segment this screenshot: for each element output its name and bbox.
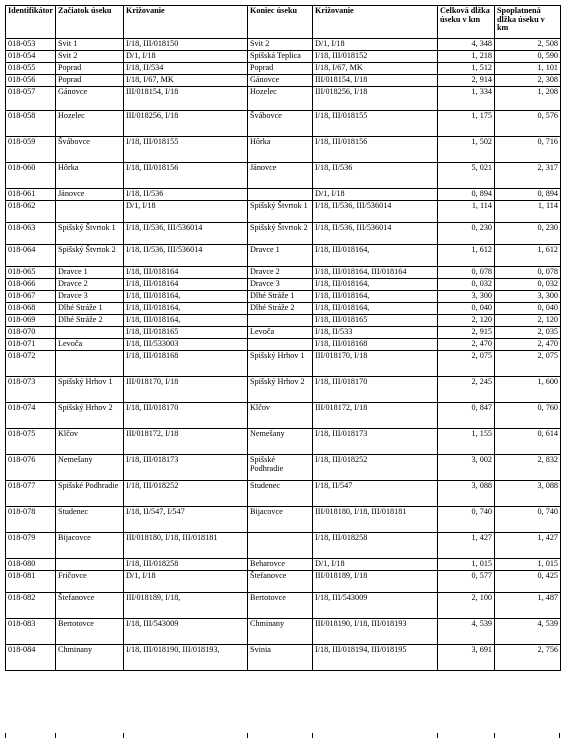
cell-start-crossing: III/018256, I/18 <box>124 111 248 137</box>
cell-tolled-length: 3, 088 <box>495 481 561 507</box>
cell-id: 018-060 <box>6 163 56 189</box>
cell-id: 018-077 <box>6 481 56 507</box>
cell-id: 018-072 <box>6 351 56 377</box>
cell-end: Klčov <box>248 403 313 429</box>
cell-start: Dravce 1 <box>56 267 124 279</box>
cell-tolled-length: 0, 760 <box>495 403 561 429</box>
cell-id: 018-054 <box>6 51 56 63</box>
cell-start-crossing: I/18, II/547, I/547 <box>124 507 248 533</box>
cell-start-crossing: I/18, III/018168 <box>124 351 248 377</box>
cell-start-crossing: I/18, II/536 <box>124 189 248 201</box>
cell-end: Dravce 2 <box>248 267 313 279</box>
cell-end-crossing: I/18, III/018258 <box>313 533 438 559</box>
header-start-crossing: Križovanie <box>124 6 248 39</box>
table-row <box>6 377 561 403</box>
cell-total-length: 0, 040 <box>438 303 495 315</box>
cell-tolled-length: 0, 425 <box>495 571 561 593</box>
cell-tolled-length: 0, 078 <box>495 267 561 279</box>
cell-end: Beharovce <box>248 559 313 571</box>
cell-end: Spišský Hrhov 2 <box>248 377 313 403</box>
cell-total-length: 0, 577 <box>438 571 495 593</box>
cell-total-length: 2, 915 <box>438 327 495 339</box>
cell-end: Nemešany <box>248 429 313 455</box>
cell-tolled-length: 4, 539 <box>495 619 561 645</box>
cell-end: Jánovce <box>248 163 313 189</box>
table-row <box>6 245 561 267</box>
cell-tolled-length: 1, 208 <box>495 87 561 111</box>
cell-end: Štefanovce <box>248 571 313 593</box>
cell-start: Svit 2 <box>56 51 124 63</box>
cell-tolled-length: 2, 120 <box>495 315 561 327</box>
cell-end-crossing: I/18, III/018164, <box>313 303 438 315</box>
cell-end-crossing: D/1, I/18 <box>313 559 438 571</box>
cell-end: Bijacovce <box>248 507 313 533</box>
header-total-length: Celková dĺžka úseku v km <box>438 6 495 39</box>
cell-end: Studenec <box>248 481 313 507</box>
cell-tolled-length: 0, 576 <box>495 111 561 137</box>
cell-start-crossing: D/1, I/18 <box>124 571 248 593</box>
table-row <box>6 189 561 201</box>
table-row <box>6 303 561 315</box>
cell-tolled-length: 0, 590 <box>495 51 561 63</box>
cell-tolled-length: 0, 032 <box>495 279 561 291</box>
cell-end-crossing: III/018189, I/18 <box>313 571 438 593</box>
cell-end: Levoča <box>248 327 313 339</box>
cell-end <box>248 533 313 559</box>
cell-id: 018-074 <box>6 403 56 429</box>
cell-id: 018-076 <box>6 455 56 481</box>
cell-start: Studenec <box>56 507 124 533</box>
cell-end-crossing: I/18, III/018194, III/018195 <box>313 645 438 671</box>
cell-end-crossing: I/18, III/018173 <box>313 429 438 455</box>
cell-tolled-length: 2, 075 <box>495 351 561 377</box>
table-continuation-lines <box>5 733 560 738</box>
cell-start-crossing: D/1, I/18 <box>124 51 248 63</box>
cell-end: Dlhé Stráže 1 <box>248 291 313 303</box>
cell-start <box>56 559 124 571</box>
cell-start-crossing: I/18, II/534 <box>124 63 248 75</box>
cell-start-crossing: I/18, III/018150 <box>124 39 248 51</box>
cell-end-crossing: I/18, III/018252 <box>313 455 438 481</box>
cell-start-crossing: I/18, II/536, III/536014 <box>124 223 248 245</box>
cell-tolled-length: 2, 470 <box>495 339 561 351</box>
cell-start-crossing: I/18, III/018165 <box>124 327 248 339</box>
cell-tolled-length: 0, 716 <box>495 137 561 163</box>
cell-total-length: 0, 847 <box>438 403 495 429</box>
cell-tolled-length: 1, 427 <box>495 533 561 559</box>
cell-start-crossing: III/018180, I/18, III/018181 <box>124 533 248 559</box>
cell-tolled-length: 0, 894 <box>495 189 561 201</box>
cell-end: Dravce 1 <box>248 245 313 267</box>
cell-start-crossing: I/18, III/018252 <box>124 481 248 507</box>
cell-start: Spišský Štvrtok 2 <box>56 245 124 267</box>
header-identifier: Identifikátor <box>6 6 56 39</box>
cell-end-crossing: I/18, III/018164, <box>313 245 438 267</box>
table-row <box>6 429 561 455</box>
cell-start-crossing: I/18, I/67, MK <box>124 75 248 87</box>
cell-start: Fričovce <box>56 571 124 593</box>
cell-start: Levoča <box>56 339 124 351</box>
table-row <box>6 163 561 189</box>
cell-end: Spišský Štvrtok 1 <box>248 201 313 223</box>
table-row <box>6 619 561 645</box>
cell-id: 018-065 <box>6 267 56 279</box>
cell-total-length: 1, 218 <box>438 51 495 63</box>
cell-start-crossing: I/18, III/018156 <box>124 163 248 189</box>
cell-start: Bijacovce <box>56 533 124 559</box>
table-row <box>6 111 561 137</box>
cell-total-length: 0, 894 <box>438 189 495 201</box>
cell-start: Dlhé Stráže 1 <box>56 303 124 315</box>
cell-end-crossing: I/18, III/543009 <box>313 593 438 619</box>
table-row <box>6 39 561 51</box>
cell-id: 018-075 <box>6 429 56 455</box>
cell-end <box>248 189 313 201</box>
table-body <box>6 39 561 671</box>
cell-tolled-length: 0, 040 <box>495 303 561 315</box>
header-start-section: Začiatok úseku <box>56 6 124 39</box>
header-end-section: Koniec úseku <box>248 6 313 39</box>
cell-end-crossing: I/18, III/018152 <box>313 51 438 63</box>
cell-end-crossing: D/1, I/18 <box>313 39 438 51</box>
cell-tolled-length: 0, 230 <box>495 223 561 245</box>
cell-start: Nemešany <box>56 455 124 481</box>
cell-id: 018-064 <box>6 245 56 267</box>
cell-id: 018-053 <box>6 39 56 51</box>
table-row <box>6 481 561 507</box>
cell-total-length: 1, 175 <box>438 111 495 137</box>
cell-start-crossing: I/18, II/536, III/536014 <box>124 245 248 267</box>
cell-id: 018-056 <box>6 75 56 87</box>
cell-end-crossing: I/18, III/018170 <box>313 377 438 403</box>
cell-start: Hôrka <box>56 163 124 189</box>
cell-start-crossing: I/18, III/018155 <box>124 137 248 163</box>
cell-end-crossing: I/18, III/018164, <box>313 279 438 291</box>
cell-end-crossing: I/18, II/536, III/536014 <box>313 201 438 223</box>
cell-id: 018-055 <box>6 63 56 75</box>
header-end-crossing: Križovanie <box>313 6 438 39</box>
cell-end-crossing: I/18, II/536, III/536014 <box>313 223 438 245</box>
cell-end: Hozelec <box>248 87 313 111</box>
cell-start-crossing: I/18, III/018164 <box>124 279 248 291</box>
cell-end: Spišský Štvrtok 2 <box>248 223 313 245</box>
cell-start: Klčov <box>56 429 124 455</box>
cell-total-length: 3, 691 <box>438 645 495 671</box>
cell-tolled-length: 1, 101 <box>495 63 561 75</box>
cell-start: Spišský Hrhov 1 <box>56 377 124 403</box>
cell-total-length: 2, 470 <box>438 339 495 351</box>
cell-start: Poprad <box>56 75 124 87</box>
cell-start <box>56 201 124 223</box>
cell-tolled-length: 1, 612 <box>495 245 561 267</box>
cell-end: Spišská Teplica <box>248 51 313 63</box>
cell-total-length: 1, 015 <box>438 559 495 571</box>
segments-table <box>5 5 561 671</box>
table-row <box>6 279 561 291</box>
cell-total-length: 0, 230 <box>438 223 495 245</box>
cell-end-crossing: I/18, III/018165 <box>313 315 438 327</box>
cell-total-length: 1, 155 <box>438 429 495 455</box>
table-row <box>6 403 561 429</box>
cell-start-crossing: III/018189, I/18, <box>124 593 248 619</box>
cell-end-crossing: D/1, I/18 <box>313 189 438 201</box>
cell-start: Spišské Podhradie <box>56 481 124 507</box>
cell-id: 018-081 <box>6 571 56 593</box>
cell-id: 018-058 <box>6 111 56 137</box>
cell-start-crossing: I/18, III/543009 <box>124 619 248 645</box>
cell-id: 018-083 <box>6 619 56 645</box>
cell-end: Švábovce <box>248 111 313 137</box>
cell-end-crossing: I/18, III/018164, <box>313 291 438 303</box>
table-row <box>6 327 561 339</box>
cell-total-length: 3, 300 <box>438 291 495 303</box>
cell-start: Poprad <box>56 63 124 75</box>
table-row <box>6 351 561 377</box>
cell-start-crossing: I/18, III/018164, <box>124 315 248 327</box>
cell-total-length: 2, 075 <box>438 351 495 377</box>
cell-tolled-length: 1, 114 <box>495 201 561 223</box>
cell-id: 018-063 <box>6 223 56 245</box>
cell-end-crossing: III/018256, I/18 <box>313 87 438 111</box>
cell-id: 018-084 <box>6 645 56 671</box>
cell-id: 018-073 <box>6 377 56 403</box>
cell-id: 018-059 <box>6 137 56 163</box>
cell-start: Hozelec <box>56 111 124 137</box>
cell-end-crossing: I/18, III/018156 <box>313 137 438 163</box>
cell-id: 018-068 <box>6 303 56 315</box>
cell-start-crossing: I/18, III/018258 <box>124 559 248 571</box>
table-row <box>6 267 561 279</box>
cell-start: Gánovce <box>56 87 124 111</box>
cell-end-crossing: I/18, II/533 <box>313 327 438 339</box>
cell-id: 018-061 <box>6 189 56 201</box>
cell-end-crossing: I/18, III/018155 <box>313 111 438 137</box>
cell-total-length: 2, 914 <box>438 75 495 87</box>
cell-end-crossing: I/18, II/536 <box>313 163 438 189</box>
cell-start: Jánovce <box>56 189 124 201</box>
table-row <box>6 559 561 571</box>
cell-start-crossing: I/18, III/533003 <box>124 339 248 351</box>
table-row <box>6 571 561 593</box>
table-header-row <box>6 6 561 39</box>
cell-total-length: 2, 120 <box>438 315 495 327</box>
cell-end: Svinia <box>248 645 313 671</box>
cell-total-length: 2, 100 <box>438 593 495 619</box>
cell-end-crossing: III/018180, I/18, III/018181 <box>313 507 438 533</box>
table-row <box>6 593 561 619</box>
cell-end: Spišské Podhradie <box>248 455 313 481</box>
cell-tolled-length: 3, 300 <box>495 291 561 303</box>
cell-tolled-length: 2, 317 <box>495 163 561 189</box>
cell-id: 018-080 <box>6 559 56 571</box>
cell-total-length: 1, 427 <box>438 533 495 559</box>
cell-end: Spišský Hrhov 1 <box>248 351 313 377</box>
cell-total-length: 5, 021 <box>438 163 495 189</box>
cell-end <box>248 315 313 327</box>
cell-start: Chminany <box>56 645 124 671</box>
cell-total-length: 1, 612 <box>438 245 495 267</box>
cell-id: 018-078 <box>6 507 56 533</box>
cell-start-crossing: III/018170, I/18 <box>124 377 248 403</box>
cell-total-length: 4, 348 <box>438 39 495 51</box>
cell-total-length: 4, 539 <box>438 619 495 645</box>
cell-start-crossing: I/18, III/018170 <box>124 403 248 429</box>
cell-id: 018-067 <box>6 291 56 303</box>
table-row <box>6 645 561 671</box>
cell-start: Svit 1 <box>56 39 124 51</box>
cell-total-length: 1, 512 <box>438 63 495 75</box>
cell-end: Bertotovce <box>248 593 313 619</box>
table-row <box>6 291 561 303</box>
cell-start-crossing: I/18, III/018173 <box>124 455 248 481</box>
cell-total-length: 0, 740 <box>438 507 495 533</box>
cell-start-crossing: D/1, I/18 <box>124 201 248 223</box>
cell-id: 018-057 <box>6 87 56 111</box>
cell-id: 018-071 <box>6 339 56 351</box>
cell-end: Dravce 3 <box>248 279 313 291</box>
table-row <box>6 63 561 75</box>
cell-end: Poprad <box>248 63 313 75</box>
table-row <box>6 201 561 223</box>
cell-total-length: 0, 032 <box>438 279 495 291</box>
table-row <box>6 137 561 163</box>
cell-tolled-length: 0, 614 <box>495 429 561 455</box>
cell-id: 018-069 <box>6 315 56 327</box>
cell-start-crossing: I/18, III/018164, <box>124 291 248 303</box>
cell-end-crossing: I/18, III/018164, III/018164 <box>313 267 438 279</box>
cell-start-crossing: I/18, III/018190, III/018193, <box>124 645 248 671</box>
cell-start <box>56 351 124 377</box>
cell-end <box>248 339 313 351</box>
cell-end: Dlhé Stráže 2 <box>248 303 313 315</box>
table-row <box>6 75 561 87</box>
cell-end-crossing: I/18, I/67, MK <box>313 63 438 75</box>
cell-start <box>56 327 124 339</box>
cell-start: Švábovce <box>56 137 124 163</box>
cell-start-crossing: I/18, III/018164 <box>124 267 248 279</box>
table-row <box>6 87 561 111</box>
cell-id: 018-079 <box>6 533 56 559</box>
cell-end-crossing: I/18, III/018168 <box>313 339 438 351</box>
cell-start-crossing: III/018172, I/18 <box>124 429 248 455</box>
cell-tolled-length: 2, 308 <box>495 75 561 87</box>
cell-tolled-length: 2, 508 <box>495 39 561 51</box>
table-row <box>6 223 561 245</box>
cell-end-crossing: III/018170, I/18 <box>313 351 438 377</box>
cell-start: Bertotovce <box>56 619 124 645</box>
cell-start: Štefanovce <box>56 593 124 619</box>
cell-end-crossing: III/018154, I/18 <box>313 75 438 87</box>
cell-tolled-length: 1, 600 <box>495 377 561 403</box>
cell-end-crossing: III/018172, I/18 <box>313 403 438 429</box>
cell-tolled-length: 0, 740 <box>495 507 561 533</box>
cell-tolled-length: 1, 487 <box>495 593 561 619</box>
cell-start: Spišský Hrhov 2 <box>56 403 124 429</box>
cell-start: Dravce 3 <box>56 291 124 303</box>
table-row <box>6 507 561 533</box>
cell-tolled-length: 1, 015 <box>495 559 561 571</box>
cell-total-length: 1, 114 <box>438 201 495 223</box>
cell-end-crossing: I/18, II/547 <box>313 481 438 507</box>
cell-id: 018-070 <box>6 327 56 339</box>
cell-id: 018-066 <box>6 279 56 291</box>
table-row <box>6 315 561 327</box>
cell-start-crossing: III/018154, I/18 <box>124 87 248 111</box>
cell-tolled-length: 2, 832 <box>495 455 561 481</box>
cell-tolled-length: 2, 756 <box>495 645 561 671</box>
cell-total-length: 3, 002 <box>438 455 495 481</box>
header-tolled-length: Spoplatnená dĺžka úseku v km <box>495 6 561 39</box>
cell-total-length: 2, 245 <box>438 377 495 403</box>
table-row <box>6 51 561 63</box>
cell-end: Gánovce <box>248 75 313 87</box>
cell-start: Dravce 2 <box>56 279 124 291</box>
cell-start-crossing: I/18, III/018164, <box>124 303 248 315</box>
table-row <box>6 339 561 351</box>
cell-tolled-length: 2, 035 <box>495 327 561 339</box>
cell-total-length: 3, 088 <box>438 481 495 507</box>
table-row <box>6 455 561 481</box>
cell-end: Chminany <box>248 619 313 645</box>
cell-total-length: 1, 502 <box>438 137 495 163</box>
cell-id: 018-082 <box>6 593 56 619</box>
cell-start: Dlhé Stráže 2 <box>56 315 124 327</box>
cell-total-length: 1, 334 <box>438 87 495 111</box>
cell-end-crossing: III/018190, I/18, III/018193 <box>313 619 438 645</box>
cell-total-length: 0, 078 <box>438 267 495 279</box>
table-row <box>6 533 561 559</box>
cell-end: Svit 2 <box>248 39 313 51</box>
cell-end: Hôrka <box>248 137 313 163</box>
cell-start: Spišský Štvrtok 1 <box>56 223 124 245</box>
cell-id: 018-062 <box>6 201 56 223</box>
